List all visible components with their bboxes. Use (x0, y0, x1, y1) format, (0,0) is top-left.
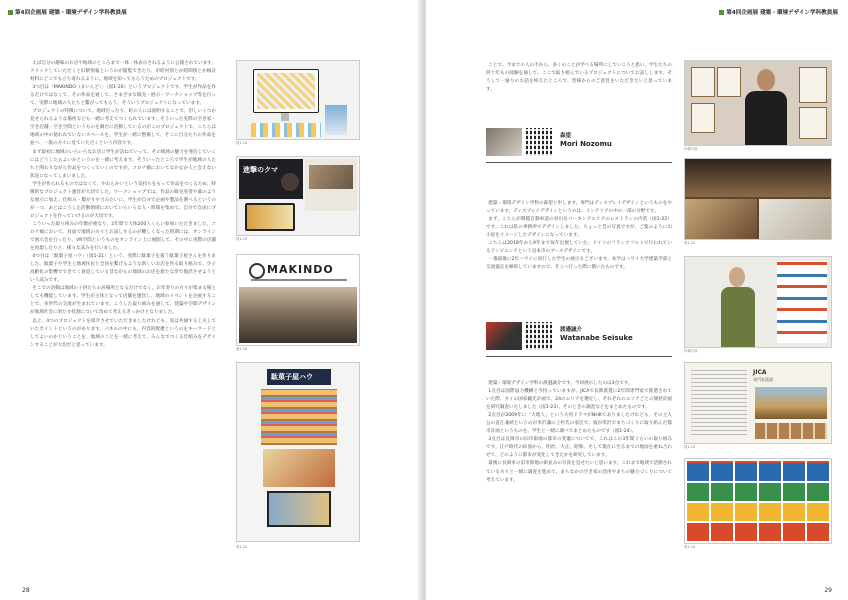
interior-lower-right (759, 199, 831, 239)
caption: 図1-22 (684, 241, 696, 245)
paragraph: 以上、4つのプロジェクトを紹介させていただきましたけれども、実は共通する工夫していたポイントというのがあります。パネルの中にも、内容的配慮というのをキーワードとしてよいのかということを、地域のことを一緒に考えて、みんなでつくる仕組みをデザインすることが大切だと思っています。 (30, 318, 216, 348)
left-page (0, 0, 422, 600)
paragraph: プロジェクトの特徴について、地域だったり、町の人には説明することで、但しいくつか見せられるような場所なども一緒に考えてつくられています。そういった実際の空き家・空き店舗・空き空間というものを舞台に活動しているのがこのプロジェクトで、こちらは地域の中の使われていないスペースを、学生が一緒に整備して、そこに自分たちの作品を並べ、一般の方々に見ていただくという内容です。 (30, 109, 216, 147)
photo-restaurant (684, 158, 832, 240)
paragraph: 3点目は長岡市の旧市街地の都市の変遷についてで、これはこの3年間ぐらいの取り組みです。江戸時代の絵図から、明治、大正、昭和、そして現在に至るまでの地図を重ね合わせて、どのように都市が変化してきたかを研究しています。 (486, 437, 672, 459)
poster-tiles (687, 461, 829, 541)
divider (486, 356, 672, 357)
caption: 肖像写真 (684, 349, 698, 353)
makindo-logo-icon (249, 263, 265, 279)
photo-makindo (236, 254, 360, 346)
mori-body-text (486, 200, 672, 308)
paragraph: えば自分の趣味のお店や地域のところまで一体一体表示されるように公開されています。クリックしていただくと旧駅情報というのが閲覧できたり、市町村別とか時間別とか検討材料にどこでも立ち寄れるように、地域を知ってもらうためのプロジェクトです。 (30, 61, 216, 83)
framed-sketch (799, 107, 827, 139)
paragraph: 3つ目は「MAKINDO（まいんど）」（図1-20）というプロジェクトです。学生が作品を作るだけではなくて、その作品を通して、さまざまな販売・展示・ワークショップ等を行って、実際に地域の人たちと繋がってもらう、そういうプロジェクトになっています。 (30, 85, 216, 107)
jica-subtitle: 専門家派遣 (753, 377, 773, 382)
interior-lower-left (685, 199, 757, 239)
photo-poster-grid (684, 458, 832, 544)
header-title: 第4回企画展 建築・環境デザイン学科教員展 (726, 10, 838, 16)
paragraph: まず、こちらが関越自動車道の谷川岳パーキングエリアのレストランの内装（図1-22）です。これは私の事務所でデザインしました。ちょっと昔の写真ですが、ご覧のように山小屋をイメージしたデザインになっています。 (486, 217, 672, 239)
poster-panel (305, 159, 357, 211)
monitor-screen (269, 493, 329, 525)
left-body-text (30, 60, 216, 550)
watanabe-body-text (486, 380, 672, 555)
man-body (745, 91, 787, 145)
caption: 図1-18 (236, 141, 248, 145)
photo-gallery-man (684, 60, 832, 146)
header-marker-icon (719, 10, 724, 15)
page-number: 29 (824, 587, 832, 594)
bear-title: 進撃のクマ (243, 166, 278, 174)
caption: 図1-19 (236, 237, 248, 241)
caption: 肖像写真 (684, 147, 698, 151)
header-marker-icon (8, 10, 13, 15)
intro-text (486, 62, 672, 120)
text-column (691, 369, 747, 435)
profile-name-jp: 渡邉誠介 (560, 327, 583, 333)
bear-panel (239, 159, 303, 199)
page-header (8, 8, 127, 16)
man-body (721, 287, 755, 347)
tablet-display (245, 203, 295, 231)
framed-sketch (799, 67, 827, 103)
man-head (729, 267, 745, 287)
photo-dagashi-shop (236, 362, 360, 542)
framed-sketch (691, 67, 715, 97)
makindo-subtitle-bar (251, 279, 347, 281)
temple-photo (755, 387, 827, 419)
paragraph: 建築・環境デザイン学科の渡邉誠介です。今回展示したのは3点です。 (488, 381, 633, 386)
profile-watanabe (486, 322, 676, 364)
profile-mori (486, 128, 676, 170)
profile-name-jp: 森望 (560, 133, 572, 139)
caption: 図1-24 (684, 545, 696, 549)
profile-photo (486, 322, 522, 350)
paragraph: こういった取り組みの年数が重なり、2年間で大体200人くらい参加いただきました。コロナ禍において、対面で地域の方々とお話しするのが難しくなった時期には、オンラインで展示会を行ったり、VR空間というものをオンライン上に展開して、その中に実際の店舗を再現したりと、様々な試みを行いました。 (30, 221, 216, 252)
qr-code-icon (526, 322, 554, 350)
map-printout (251, 123, 321, 137)
interior-upper (685, 159, 831, 197)
photo-bear-poster (236, 156, 360, 236)
page-header (719, 8, 838, 16)
profile-name-en: Watanabe Seisuke (560, 334, 633, 342)
caption: 図1-20 (236, 347, 248, 351)
caption: 図1-23 (684, 445, 696, 449)
photo-watanabe (684, 256, 832, 348)
paragraph: まず最初に地域のいろいろなお店に学生が訪ねていって、その地域の魅力を発信していくにはどうしたらよいかというのを一緒に考えます。そういったところで学生が地域の人たちと関わりながら作品をつくっていくのですが、コロナ禍においてなかなか人と会えない状況になってしまいました。 (30, 149, 216, 179)
paragraph: こちらは2018年から9年まで毎年出展していた、ドイツのフランクフルトで行われているアンビエンテという見本市のブースデザインです。 (486, 241, 672, 255)
shop-sign-text: 駄菓子屋ハウ (271, 373, 313, 381)
paragraph: 1点目は国際協力機構と今持っていますが、JICAで長期派遣に2年間専門家で派遣されていた際、タイの国家観光計画で、24のエリアを選定し、それぞれのエリアごとの開発計画を研究調査いたしました（図1-23）。そのときの調査などをまとめたものです。 (486, 389, 672, 411)
monitor-stand (281, 113, 289, 121)
photo-jica-poster (684, 362, 832, 444)
shop-display (263, 449, 335, 487)
header-title: 第4回企画展 建築・環境デザイン学科教員展 (15, 10, 127, 16)
jica-title: JICA (753, 369, 767, 376)
divider (486, 162, 672, 163)
paragraph: 建築・環境デザイン学科の森望と申します。専門はディスプレイデザインというものをやっています。ディスプレイデザインというのは、インテリアの中の一部の分野です。 (486, 201, 672, 215)
photo-strip (755, 423, 827, 439)
map-image (257, 73, 315, 109)
paragraph: 最後に長岡市の旧市街地の街並みの写真を見せたいと思います。これまで地域で活動されている方々と一緒に調査を進めて、まちなかの空き家の活用やまちの魅力づくりについて考えています。 (486, 461, 672, 483)
page-number: 28 (22, 587, 30, 594)
paragraph: 学生が作られるものではなくて、やわらかいという気持ちをもって作品をつくるため、特徴的なプロジェクト運営が大切でした。ワークショップでは、作品の販売実習や幕のような展示に加え、仕組み・繋がりや力みたいに、学生が自分で企画や製品を選べるというのが一つ、あとはこうした活動領域においていろいろな人・時間を集めて、自分で自由にプロジェクトを作っていけるのが大切です。 (30, 181, 216, 219)
framed-sketch (717, 67, 741, 97)
man-head (757, 69, 775, 91)
profile-name-en: Mori Nozomu (560, 140, 612, 148)
makindo-title: MAKINDO (267, 263, 334, 276)
right-page (426, 0, 848, 600)
shop-shelf (261, 389, 337, 445)
profile-photo (486, 128, 522, 156)
poster-grid (777, 261, 827, 343)
poster-photo (309, 165, 353, 189)
monitor (253, 69, 319, 113)
photo-map-screen (236, 60, 360, 140)
paragraph: ことで、今までの人の手から、多くのことが学べる場所にしていこうと思い、学生たちの何十年もの経験を通して、ここで取り組んでいるプロジェクトについてお話しします。そうして一通りのお話を終えたところで、皆様からのご意見をいただきたいと思っています。 (486, 63, 672, 93)
shop-sign (267, 369, 331, 385)
group-photo (239, 287, 357, 343)
paragraph: 2点目が2009年に「大地人」という大河ドラマがNHKでありましたけれども、その主人公の直江兼続というのが米沢藩の上杉氏の家臣で、彼が米沢でまちづくりに取り組んだ都市計画というものを、学生と一緒に調べてまとめたものです（図1-24）。 (486, 413, 672, 435)
shop-monitor (267, 491, 331, 527)
flyer-stack (325, 105, 347, 135)
paragraph: 一番最後に2年ハワイに同行した学生の展示もございます。本学はハワイ大学建築学部と交流協定を締結していますので、そこへ行った際に描いたものです。 (486, 257, 672, 271)
tablet-screen (247, 205, 293, 229)
qr-code-icon (526, 128, 554, 156)
caption: 図1-21 (236, 545, 248, 549)
framed-sketch (691, 103, 715, 133)
bear-silhouette-icon (281, 173, 299, 191)
paragraph: そこでの活動は地域の子供たちの居場所となるだけでなく、お年寄りの方々が集まる場としても機能しています。学生が主体となって店舗を運営し、地域のイベントを企画することで、多世代の交流が生まれています。こうした取り組みを通して、建築や空間デザインが地域社会に果たす役割について改めて考えるきっかけとなりました。 (30, 286, 216, 316)
paragraph: 4つ目は「駄菓子屋ハウ」（図1-21）という、実際に駄菓子を扱う駄菓子屋さんを作りました。駄菓子や学生と地域住民と全員を繋げるような新しいお店を作る取り組みで、少子高齢化の影響でできてく衰退している昔ながらの地域のお店を新たな形で復活させようという試みです。 (30, 254, 216, 284)
